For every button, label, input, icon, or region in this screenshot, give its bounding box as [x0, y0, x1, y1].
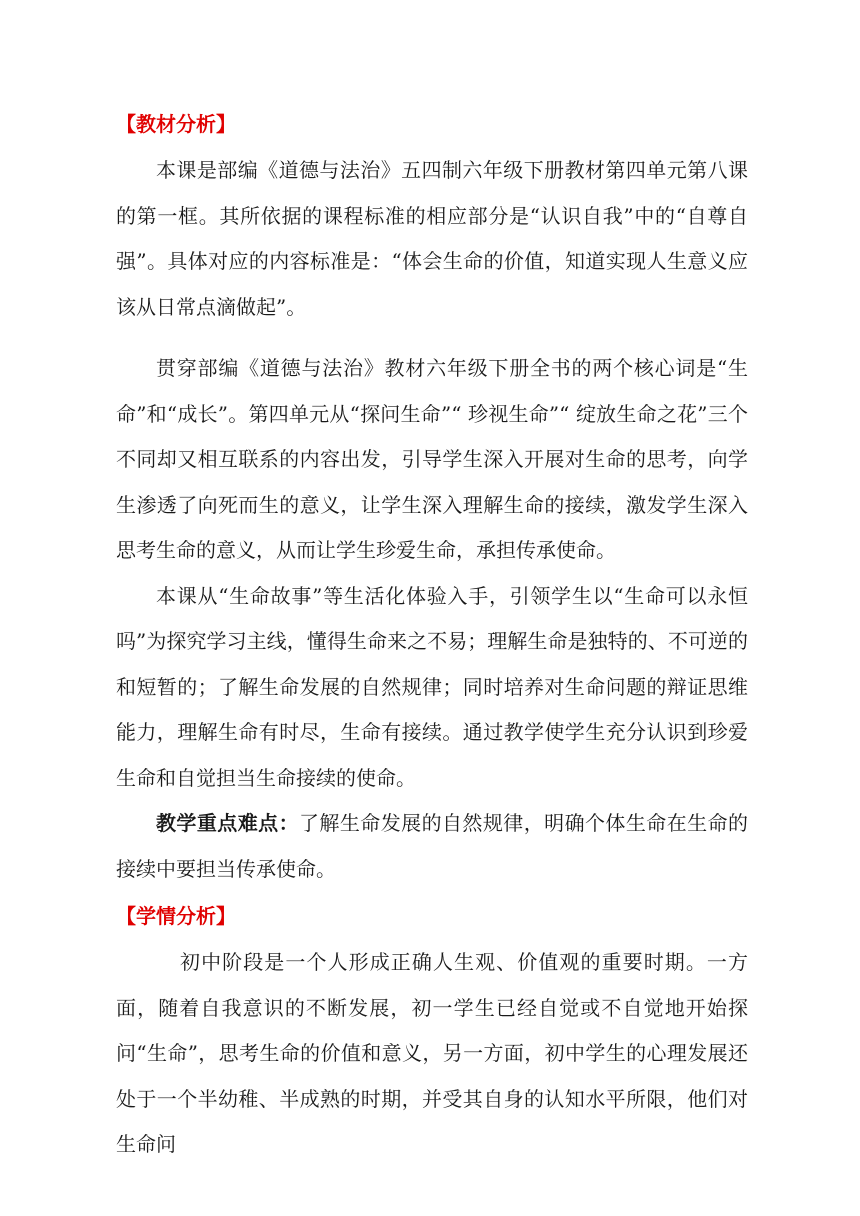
paragraph-course-overview: 本课是部编《道德与法治》五四制六年级下册教材第四单元第八课的第一框。其所依据的课程标准的相应部分是“认识自我”中的“自尊自强”。具体对应的内容标准是：“体会生命的价值，知道实现人生意义应该从日常点滴做起”。: [116, 158, 748, 319]
paragraph-student-analysis: 初中阶段是一个人形成正确人生观、价值观的重要时期。一方面，随着自我意识的不断发展，初一学生已经自觉或不自觉地开始探问“生命”，思考生命的价值和意义，另一方面，初中学生的心理发展还处于一个半幼稚、半成熟的时期，并受其自身的认知水平所限，他们对生命问: [116, 950, 748, 1156]
section-heading-student-analysis: 【学情分析】: [116, 904, 236, 928]
key-points-label: 教学重点难点：: [156, 811, 299, 835]
paragraph-core-words: 贯穿部编《道德与法治》教材六年级下册全书的两个核心词是“生命”和“成长”。第四单元从“探问生命”“ 珍视生命”“ 绽放生命之花”三个不同却又相互联系的内容出发，引导学生深入开展对生命的思考，向学生渗透了向死而生的意义，让学生深入理解生命的接续，激发学生深入思考生命的意义，从而让学生珍爱生命，承担传承使命。: [116, 356, 748, 562]
document-page: [116, 100, 748, 1168]
paragraph-lesson-approach: 本课从“生命故事”等生活化体验入手，引领学生以“生命可以永恒吗”为探究学习主线，懂得生命来之不易；理解生命是独特的、不可逆的和短暂的；了解生命发展的自然规律；同时培养对生命问题的辩证思维能力，理解生命有时尽，生命有接续。通过教学使学生充分认识到珍爱生命和自觉担当生命接续的使命。: [116, 583, 748, 790]
paragraph-key-points: [116, 801, 748, 892]
key-points-text: 了解生命发展的自然规律，明确个体生命在生命的接续中要担当传承使命。: [116, 811, 748, 881]
section-heading-textbook-analysis: 【教材分析】: [116, 112, 236, 136]
